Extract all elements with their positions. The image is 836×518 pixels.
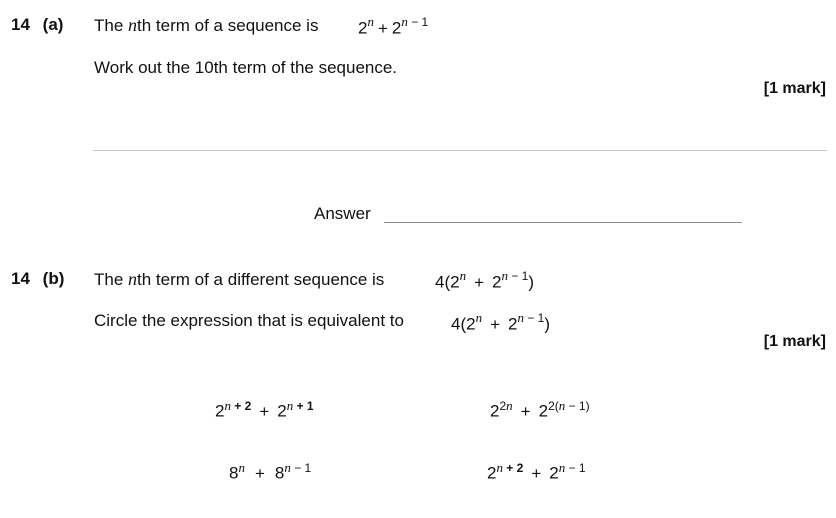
answer-label: Answer bbox=[314, 204, 371, 223]
base: 2 bbox=[215, 401, 225, 421]
stem-text: The bbox=[94, 16, 129, 35]
exponent-rest: − 1 bbox=[407, 15, 429, 29]
operator: + bbox=[259, 401, 270, 421]
exponent-rest: − 1 bbox=[524, 311, 545, 325]
exponent-var: n bbox=[286, 398, 294, 413]
question-b-stem bbox=[94, 269, 384, 290]
base: 8 bbox=[274, 463, 285, 483]
operator: + bbox=[531, 463, 542, 483]
exponent-rest: − 1) bbox=[565, 399, 590, 413]
marks-label-a: [1 mark] bbox=[763, 80, 826, 97]
suffix: ) bbox=[544, 314, 551, 334]
question-part-label: (b) bbox=[42, 269, 65, 288]
base: 2 bbox=[487, 463, 497, 483]
answer-input-line[interactable] bbox=[384, 222, 742, 223]
exponent-rest: + 2 bbox=[502, 461, 524, 475]
marks-label-b: [1 mark] bbox=[763, 333, 826, 350]
stem-text: th term of a different sequence is bbox=[137, 270, 385, 289]
question-b-expression-repeat bbox=[451, 311, 550, 335]
base: 2 bbox=[450, 272, 460, 292]
question-a-expression bbox=[358, 15, 428, 39]
option-1[interactable] bbox=[215, 398, 314, 422]
operator: + bbox=[490, 314, 501, 334]
variable-n: n bbox=[128, 15, 138, 35]
question-b-instruction: Circle the expression that is equivalent to bbox=[94, 311, 404, 330]
question-number: 14 bbox=[11, 15, 30, 34]
exponent-var: n bbox=[238, 460, 245, 475]
operator: + bbox=[474, 272, 485, 292]
exponent-var: n bbox=[367, 14, 374, 29]
question-b-expression bbox=[435, 269, 534, 293]
exponent-rest: − 1 bbox=[290, 461, 312, 475]
base: 2 bbox=[391, 18, 402, 38]
prefix: 4( bbox=[435, 272, 451, 292]
exponent-var: n bbox=[224, 398, 231, 413]
question-number-b bbox=[11, 269, 64, 289]
option-3[interactable] bbox=[229, 460, 311, 484]
base: 2 bbox=[508, 314, 518, 334]
base: 8 bbox=[229, 463, 239, 483]
exponent-var: n bbox=[284, 460, 291, 475]
stem-text: The bbox=[94, 270, 129, 289]
prefix: 4( bbox=[451, 314, 467, 334]
question-a-stem bbox=[94, 15, 318, 36]
exponent-rest: − 1 bbox=[565, 461, 586, 475]
base: 2 bbox=[538, 401, 549, 421]
exponent-rest: − 1 bbox=[508, 269, 529, 283]
exponent-var: n bbox=[401, 14, 408, 29]
exponent-pre: 2 bbox=[499, 399, 507, 413]
suffix: ) bbox=[528, 272, 535, 292]
exponent-rest: + 2 bbox=[230, 399, 252, 413]
base: 2 bbox=[277, 401, 287, 421]
exponent-var: n bbox=[517, 310, 524, 325]
working-divider bbox=[93, 150, 827, 151]
option-4[interactable] bbox=[487, 460, 586, 484]
stem-text: th term of a sequence is bbox=[137, 16, 319, 35]
variable-n: n bbox=[128, 269, 138, 289]
exponent-pre: 2( bbox=[548, 399, 559, 413]
exponent-var: n bbox=[475, 310, 483, 325]
operator: + bbox=[520, 401, 531, 421]
exponent-var: n bbox=[501, 268, 508, 283]
base: 2 bbox=[358, 18, 368, 38]
exponent-var: n bbox=[506, 398, 513, 413]
option-2[interactable] bbox=[490, 398, 590, 422]
exponent-var: n bbox=[558, 398, 566, 413]
exponent-var: n bbox=[459, 268, 467, 283]
base: 2 bbox=[466, 314, 476, 334]
question-part-label: (a) bbox=[42, 15, 64, 34]
base: 2 bbox=[490, 401, 500, 421]
question-number: 14 bbox=[11, 269, 30, 288]
base: 2 bbox=[492, 272, 502, 292]
base: 2 bbox=[549, 463, 559, 483]
exponent-var: n bbox=[496, 460, 503, 475]
operator: + bbox=[254, 463, 265, 483]
exponent-rest: + 1 bbox=[293, 399, 314, 413]
question-number-a bbox=[11, 15, 63, 35]
operator: + bbox=[377, 18, 388, 38]
question-a-instruction: Work out the 10th term of the sequence. bbox=[94, 58, 398, 77]
exponent-var: n bbox=[558, 460, 566, 475]
